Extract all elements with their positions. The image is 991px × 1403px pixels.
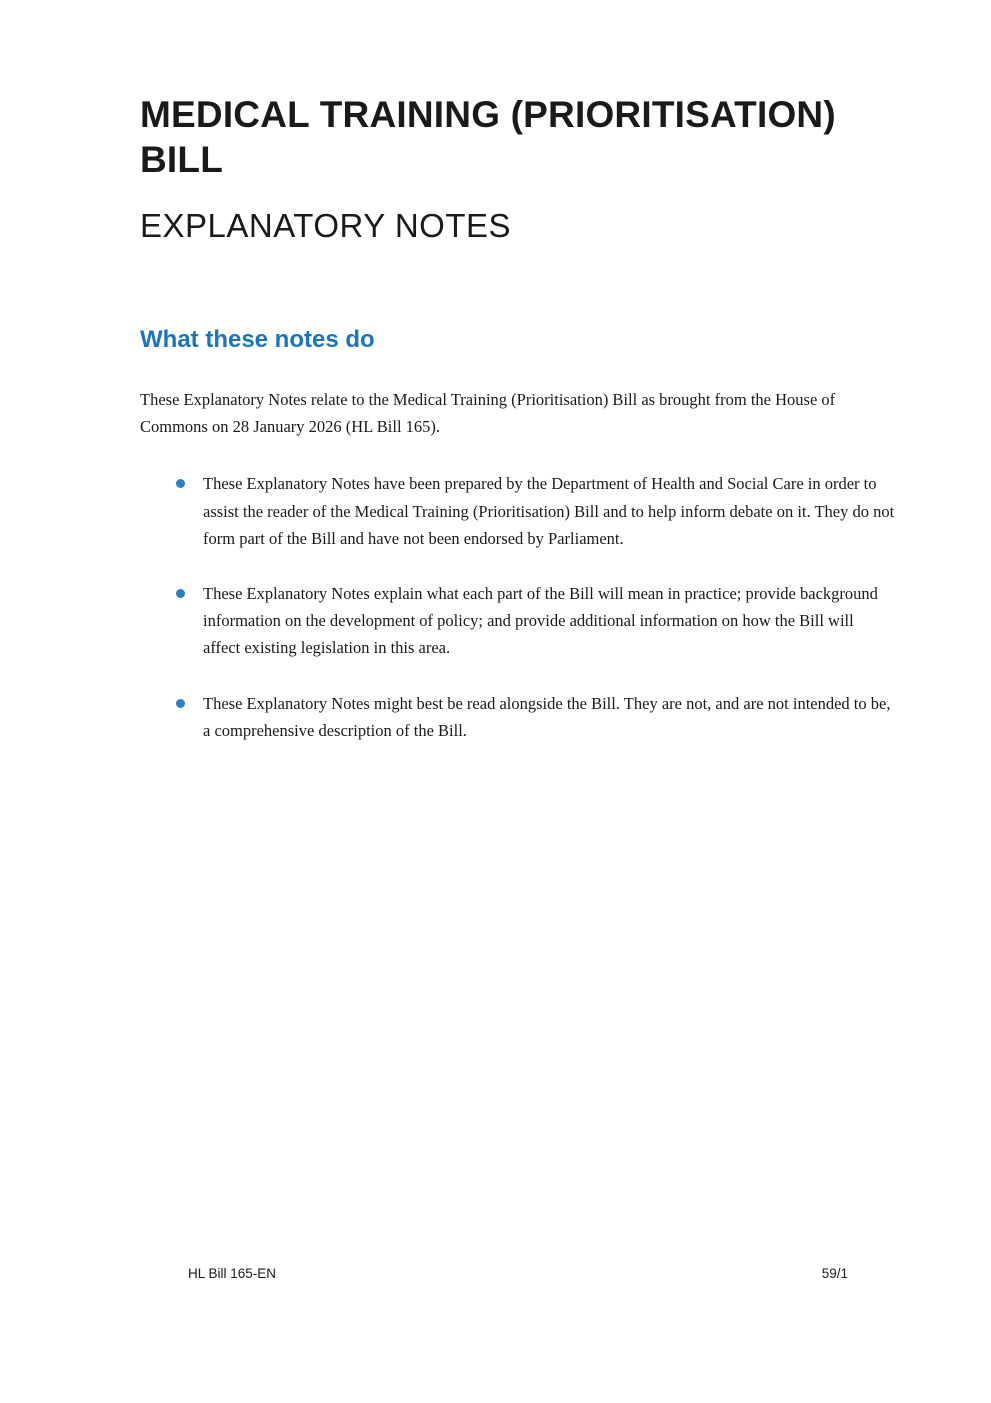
document-subtitle: EXPLANATORY NOTES	[140, 207, 512, 245]
bullet-text: These Explanatory Notes explain what each part of the Bill will mean in practice; provide background information on the development of policy; and provide additional information on how the Bill will affect existing legislation in this area.	[203, 583, 878, 658]
document-content	[140, 92, 895, 772]
list-item	[140, 470, 895, 552]
bullet-list	[140, 470, 895, 744]
page-footer	[188, 1266, 848, 1281]
section-heading: What these notes do	[140, 325, 375, 353]
intro-paragraph: These Explanatory Notes relate to the Medical Training (Prioritisation) Bill as brought from the House of Commons on 28 January 2026 (HL Bill 165).	[140, 389, 836, 437]
bullet-icon	[176, 589, 185, 598]
bullet-text: These Explanatory Notes have been prepared by the Department of Health and Social Care in order to assist the reader of the Medical Training (Prioritisation) Bill and to help inform debate on it. They do not form part of the Bill and have not been endorsed by Parliament.	[203, 474, 895, 548]
bullet-icon	[176, 699, 185, 708]
footer-bill-reference: HL Bill 165-EN	[188, 1266, 277, 1281]
bullet-icon	[176, 479, 185, 488]
list-item	[140, 690, 895, 744]
bullet-text: These Explanatory Notes might best be read alongside the Bill. They are not, and are not intended to be, a comprehensive description of the Bill.	[203, 693, 891, 740]
document-title: MEDICAL TRAINING (PRIORITISATION) BILL	[140, 94, 836, 181]
footer-page-number: 59/1	[821, 1266, 848, 1281]
list-item	[140, 580, 895, 662]
